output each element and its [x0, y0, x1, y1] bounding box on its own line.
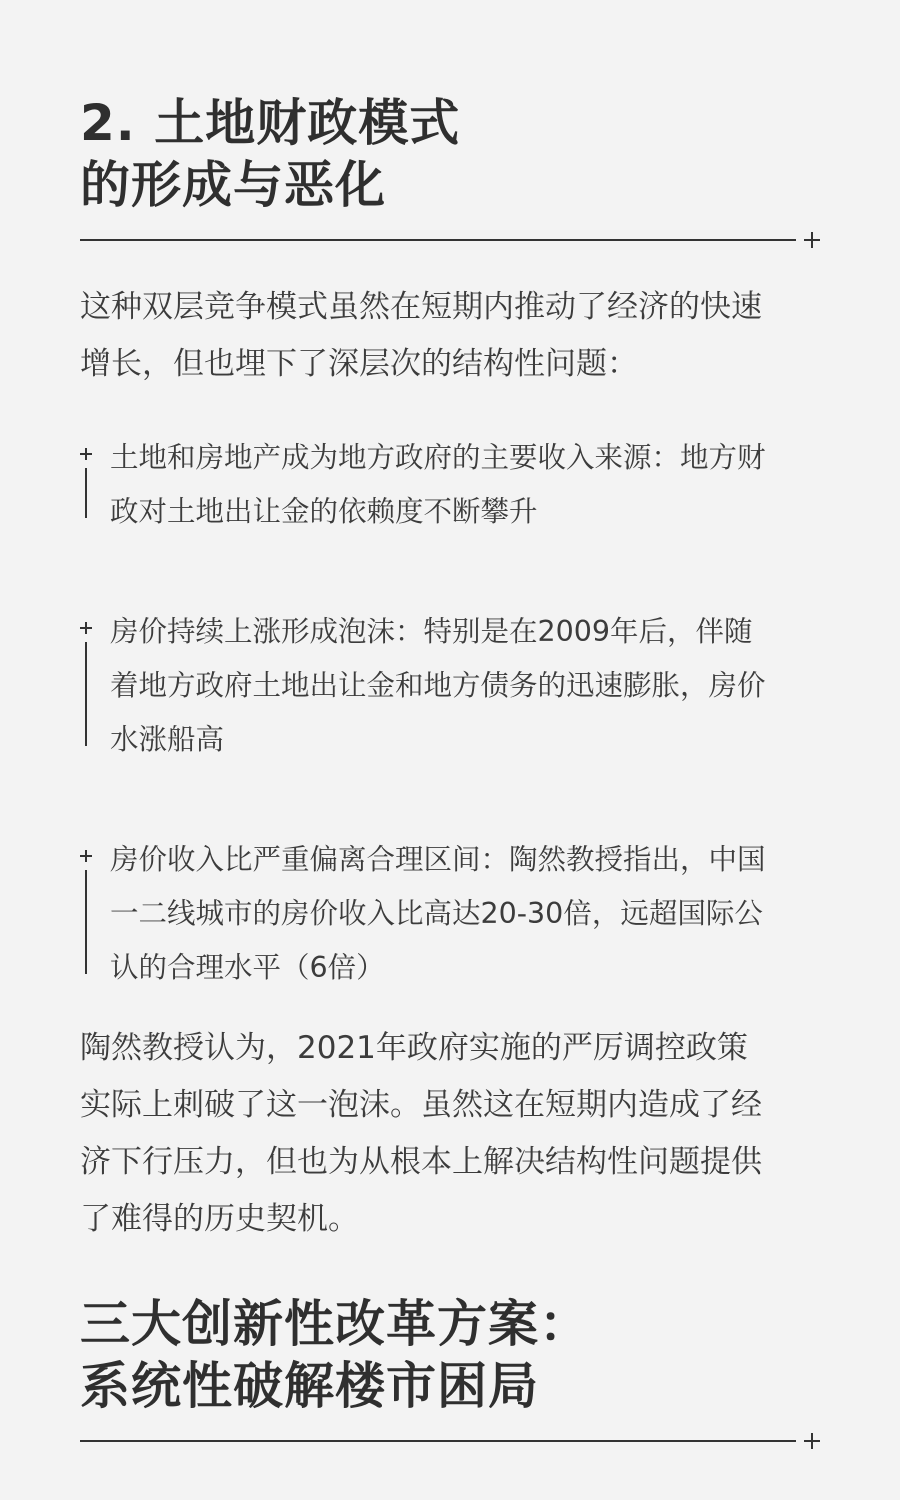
heading-divider [80, 1440, 796, 1442]
bullet-line: 土地和房地产成为地方政府的主要收入来源：地方财 [110, 441, 766, 474]
bullet-plus-icon [80, 622, 92, 634]
bullet-text [110, 431, 825, 539]
bullet-line: 着地方政府土地出让金和地方债务的迅速膨胀，房价 [110, 669, 766, 702]
intro-line-2: 增长，但也埋下了深层次的结构性问题： [80, 346, 638, 382]
bullet-plus-icon [80, 850, 92, 862]
heading-line-1: 三大创新性改革方案： [80, 1295, 590, 1353]
heading-line-1: 2. 土地财政模式 [80, 94, 461, 152]
bullet-line: 房价收入比严重偏离合理区间：陶然教授指出，中国 [110, 843, 766, 876]
bullet-bar [85, 642, 87, 746]
section-heading-land-finance [80, 92, 840, 216]
conclusion-line-1: 陶然教授认为，2021年政府实施的严厉调控政策 [80, 1030, 748, 1066]
intro-paragraph [80, 279, 825, 393]
conclusion-line-3: 济下行压力，但也为从根本上解决结构性问题提供 [80, 1144, 762, 1180]
heading-line-2: 系统性破解楼市困局 [80, 1357, 539, 1415]
bullet-text [110, 605, 825, 767]
bullet-bar [85, 870, 87, 974]
bullet-line: 认的合理水平（6倍） [110, 951, 385, 984]
conclusion-paragraph [80, 1020, 825, 1248]
list-item [80, 842, 825, 982]
list-item [80, 440, 825, 528]
bullet-text [110, 833, 825, 995]
bullet-bar [85, 468, 87, 518]
conclusion-line-4: 了难得的历史契机。 [80, 1201, 359, 1237]
bullet-plus-icon [80, 448, 92, 460]
bullet-line: 房价持续上涨形成泡沫：特别是在2009年后，伴随 [110, 615, 753, 648]
bullet-line: 水涨船高 [110, 723, 225, 756]
heading-divider [80, 239, 796, 241]
intro-line-1: 这种双层竞争模式虽然在短期内推动了经济的快速 [80, 289, 762, 325]
plus-icon [804, 232, 820, 248]
plus-icon [804, 1433, 820, 1449]
bullet-line: 一二线城市的房价收入比高达20-30倍，远超国际公 [110, 897, 763, 930]
conclusion-line-2: 实际上刺破了这一泡沫。虽然这在短期内造成了经 [80, 1087, 762, 1123]
bullet-line: 政对土地出让金的依赖度不断攀升 [110, 495, 538, 528]
heading-line-2: 的形成与恶化 [80, 156, 386, 214]
list-item [80, 614, 825, 754]
section-heading-reforms [80, 1293, 840, 1417]
